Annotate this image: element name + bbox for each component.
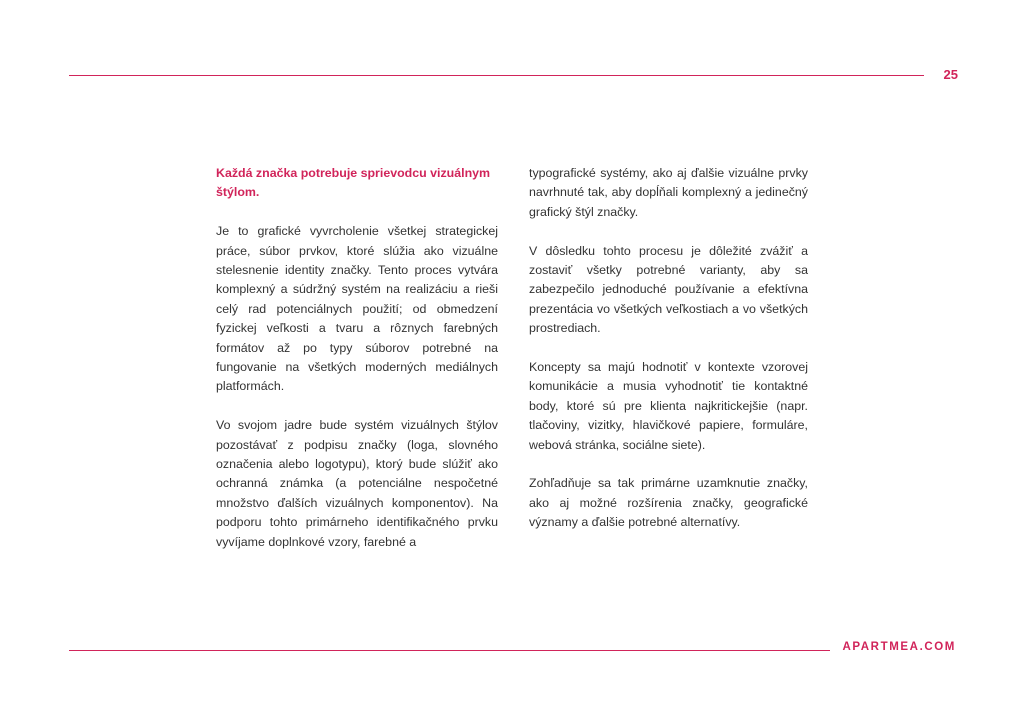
left-paragraph-1: Je to grafické vyvrcholenie všetkej strategickej práce, súbor prvkov, ktoré slúžia ako vizuálne stelesnenie identity značky. Tento proces vytvára komplexný a súdržný systém na realizáciu a rieši celý rad potenciálnych použití; od obmedzení fyzickej veľkosti a tvaru a rôznych farebných formátov až po typy súborov potrebné na fungovanie na všetkých moderných mediálnych platformách.	[216, 224, 498, 394]
right-paragraph-2: V dôsledku tohto procesu je dôležité zvážiť a zostaviť všetky potrebné varianty, aby sa zabezpečilo jednoduché používanie a efektívna prezentácia vo všetkých veľkostiach a vo všetkých prostrediach.	[529, 243, 808, 336]
left-paragraph-2: Vo svojom jadre bude systém vizuálnych štýlov pozostávať z podpisu značky (loga, slovného označenia alebo logotypu), ktorý bude slúžiť ako ochranná známka (a potenciálne nespočetné množstvo ďalších vizuálnych komponentov). Na podporu tohto primárneho identifikačného prvku vyvíjame doplnkové vzory, farebné a	[216, 418, 498, 549]
right-column	[529, 164, 808, 552]
section-heading: Každá značka potrebuje sprievodcu vizuálnym štýlom.	[216, 166, 491, 200]
footer-website: APARTMEA.COM	[842, 641, 956, 653]
page-number: 25	[943, 67, 958, 82]
right-paragraph-4: Zohľadňuje sa tak primárne uzamknutie značky, ako aj možné rozšírenia značky, geografické významy a ďalšie potrebné alternatívy.	[529, 476, 808, 530]
header-rule	[69, 75, 924, 76]
left-column	[216, 164, 498, 571]
right-paragraph-1: typografické systémy, ako aj ďalšie vizuálne prvky navrhnuté tak, aby dopĺňali komplexný a jedinečný grafický štýl značky.	[529, 166, 808, 219]
heading-spacer	[216, 203, 498, 222]
right-paragraph-3: Koncepty sa majú hodnotiť v kontexte vzorovej komunikácie a musia vyhodnotiť tie kontaktné body, ktoré sú pre klienta najkritickejšie (napr. tlačoviny, vizitky, hlavičkové papiere, formuláre, webová stránka, sociálne siete).	[529, 360, 808, 452]
footer-rule	[69, 650, 830, 651]
